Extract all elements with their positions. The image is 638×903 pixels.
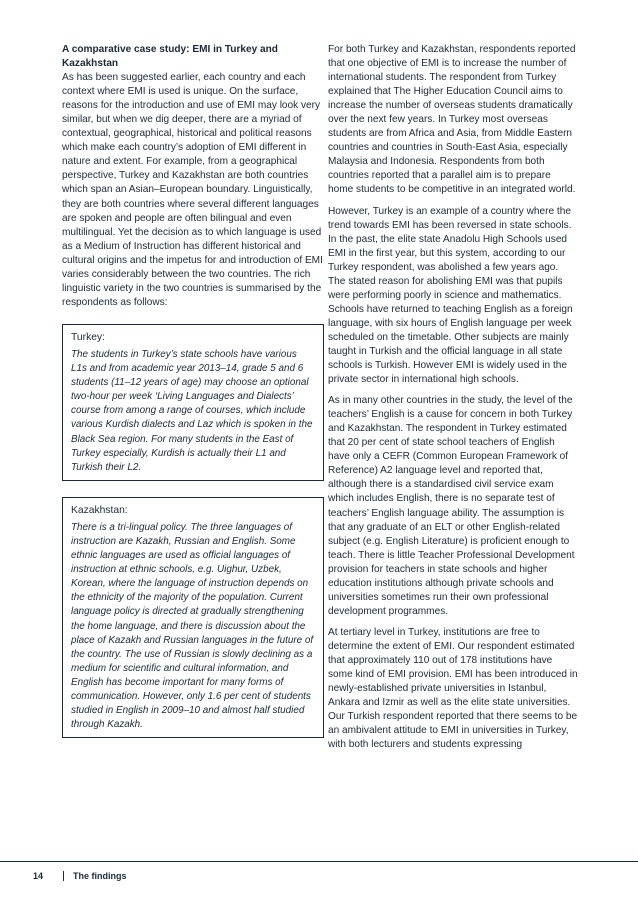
turkey-box-title: Turkey: (71, 331, 105, 343)
page-footer (33, 871, 127, 881)
paragraph-objectives: For both Turkey and Kazakhstan, respondents reported that one objective of EMI is to increase the number of international students. The respondent from Turkey explained that The Higher Education Council aims to increase the number of overseas students dramatically over the next few years. In Turkey most overseas students are from Africa and Asia, from Middle Eastern countries and countries in South-East Asia, especially Malaysia and Indonesia. Respondents from both countries reported that a parallel aim is to prepare home students to be competitive in an integrated world. (328, 44, 576, 196)
intro-paragraph: As has been suggested earlier, each country and each context where EMI is used is unique. On the surface, reasons for the introduction and use of EMI may look very similar, but when we dig deeper, there are a myriad of contextual, geographical, historical and political reasons which make each country’s adoption of EMI different in nature and extent. For example, from a geographical perspective, Turkey and Kazakhstan are both countries which span an Asian–European boundary. Linguistically, they are both countries where several different languages are spoken and people are often bilingual and even multilingual. Yet the decision as to which language is used as a Medium of Instruction has different historical and cultural origins and the impetus for and introduction of EMI varies considerably between the two countries. The rich linguistic variety in the two countries is summarised by the respondents as follows: (62, 72, 323, 308)
left-column (62, 43, 334, 738)
paragraph-tertiary: At tertiary level in Turkey, institutions are free to determine the extent of EMI. Our respondent estimated that approximately 110 out of 178 institutions have some kind of EMI provision. EMI has been introduced in newly-established private universities in Istanbul, Ankara and Izmir as well as the elite state universities. Our Turkish respondent reported that there seems to be an ambivalent attitude to EMI in universities in Turkey, with both lecturers and students expressing (328, 626, 578, 751)
right-column (328, 43, 578, 759)
turkey-quote-box (62, 324, 324, 481)
paragraph-reversal: However, Turkey is an example of a country where the trend towards EMI has been reversed in state schools. In the past, the elite state Anadolu High Schools used EMI in the first year, but this system, according to our Turkey respondent, was abolished a few years ago. The stated reason for abolishing EMI was that pupils were performing poorly in science and mathematics. Schools have returned to teaching English as a foreign language, with six hours of English language per week scheduled on the timetable. Other subjects are mainly taught in Turkish and the official language in all state schools is Turkish. However EMI is widely used in the private sector in international high schools. (328, 205, 573, 386)
kazakhstan-box-text: There is a tri-lingual policy. The three languages of instruction are Kazakh, Russian and English. Some ethnic languages are used as official languages of instruction at ethnic schools, e.g. Uighur, Uzbek, Korean, where the language of instruction depends on the ethnicity of the majority of the population. Current language policy is directed at gradually strengthening the home language, and there is discussion about the place of Kazakh and Russian languages in the future of the country. The use of Russian is slowly declining as a medium for scientific and cultural information, and English has become important for many forms of communication. However, only 1.6 per cent of students studied in English in 2009–10 and almost half studied through Kazakh. (71, 521, 314, 731)
section-name: The findings (73, 871, 127, 881)
page-number: 14 (33, 871, 44, 881)
footer-separator (63, 871, 64, 881)
section-heading: A comparative case study: EMI in Turkey and Kazakhstan (62, 44, 278, 70)
paragraph-teacher-english: As in many other countries in the study, the level of the teachers’ English is a cause for concern in both Turkey and Kazakhstan. The respondent in Turkey estimated that 20 per cent of state school teachers of English have only a CEFR (Common European Framework of Reference) A2 language level and reported that, although there is a standardised civil service exam which includes English, there is no separate test of teachers’ English language ability. The assumption is that any graduate of an ELT or other English-related subject (e.g. English Literature) is proficient enough to teach. There is little Teacher Professional Development provision for teachers in state schools and higher education institutions although private schools and universities sometimes run their own professional development programmes. (328, 395, 575, 617)
kazakhstan-box-title: Kazakhstan: (71, 504, 128, 516)
turkey-box-text: The students in Turkey’s state schools have various L1s and from academic year 2013–14, grade 5 and 6 students (11–12 years of age) may choose an optional two-hour per week ‘Living Languages and Dialects’ course from among a range of courses, which include various Kurdish dialects and Laz which is spoken in the Black Sea region. For many students in the East of Turkey especially, Kurdish is actually their L1 and Turkish their L2. (71, 348, 313, 473)
kazakhstan-quote-box (62, 497, 324, 739)
footer-divider (0, 861, 638, 862)
